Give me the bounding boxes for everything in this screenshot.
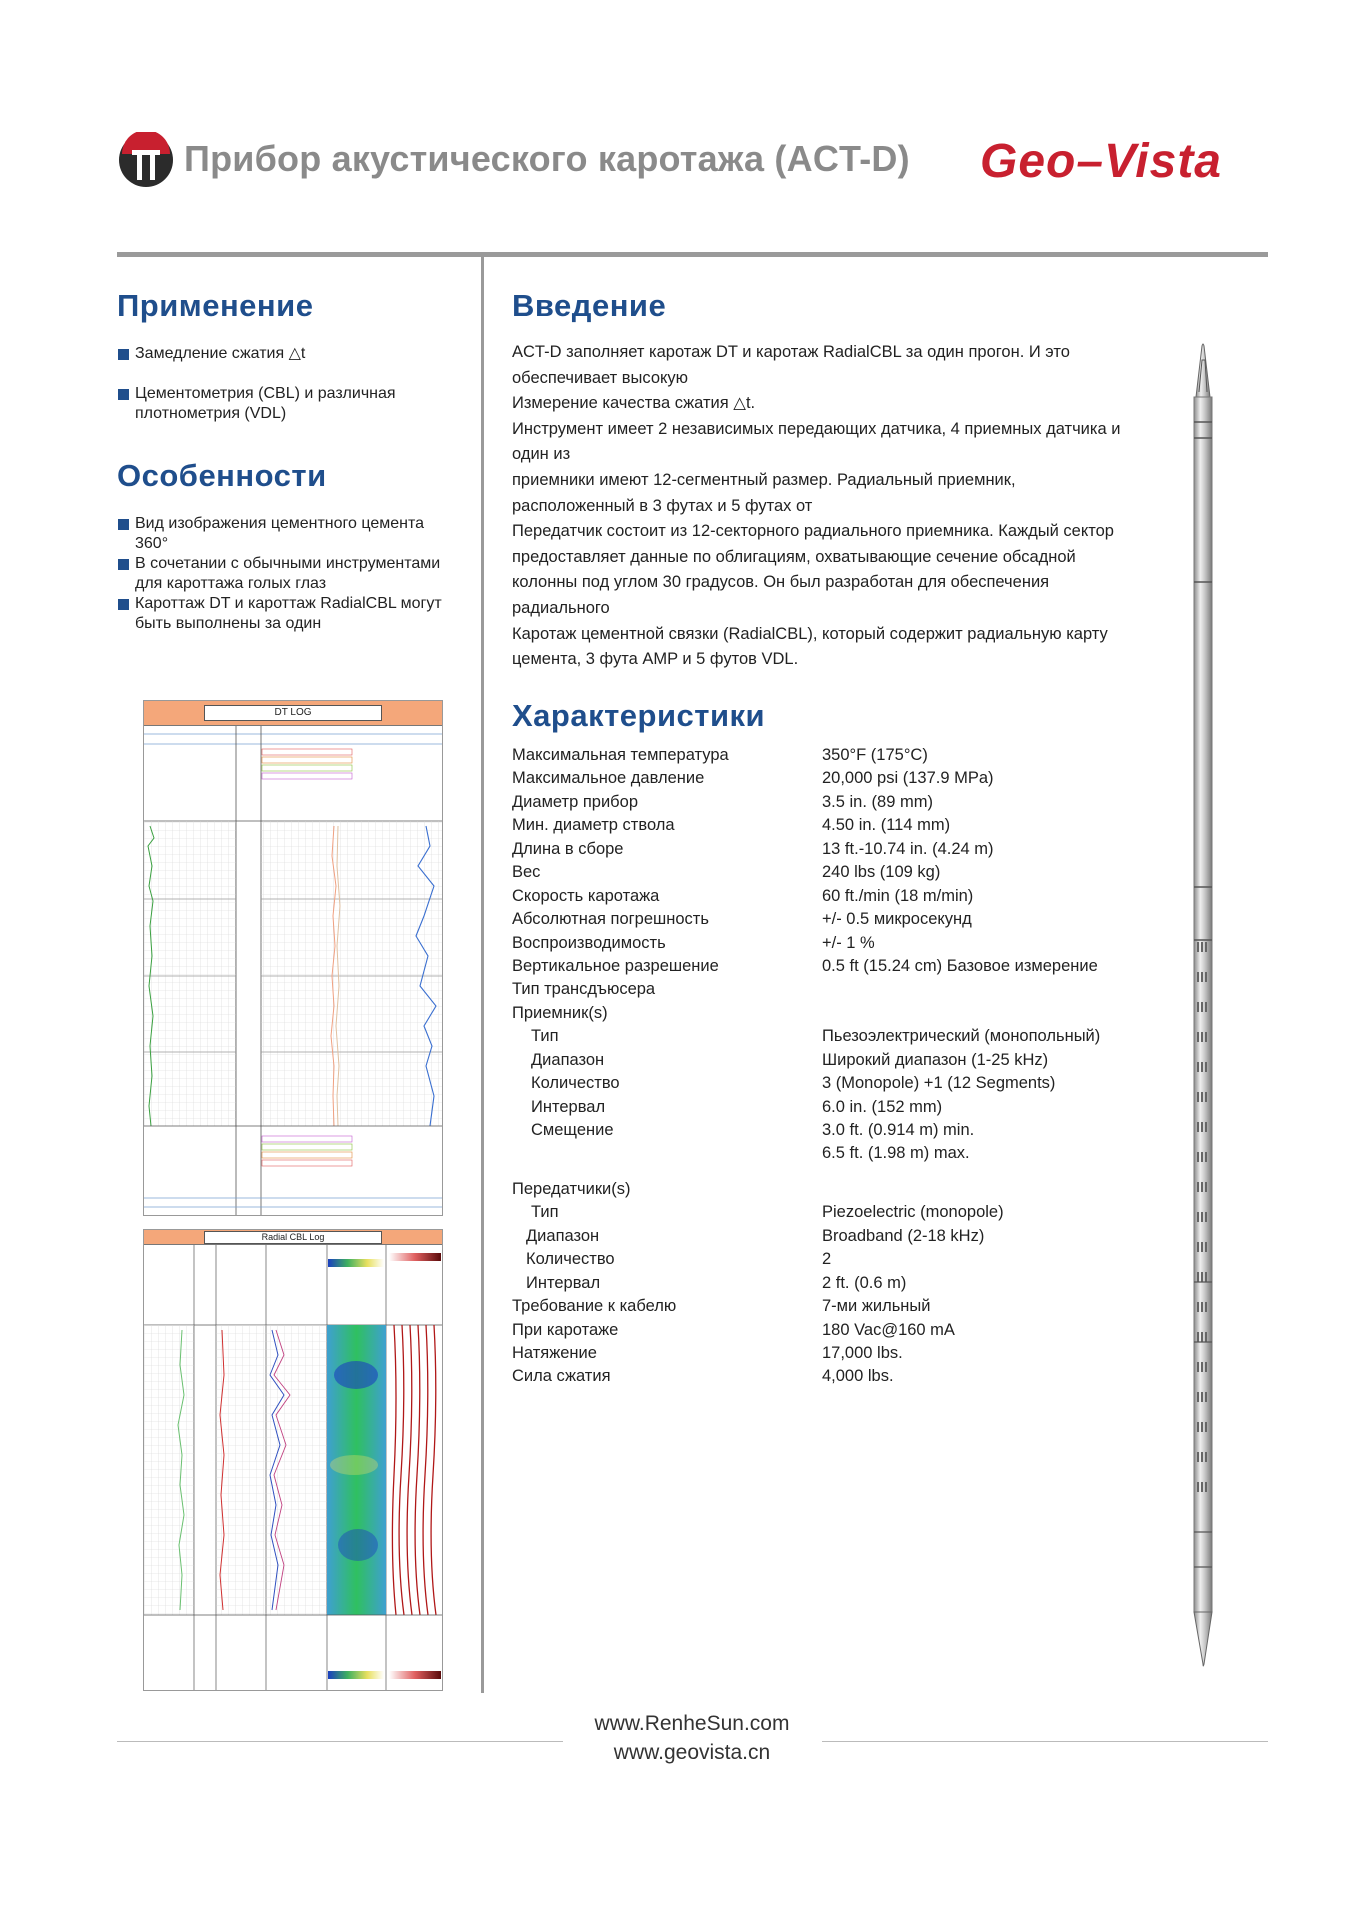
- spec-label: Количество: [526, 1250, 615, 1269]
- spec-label: Диапазон: [526, 1226, 600, 1245]
- spec-row: [512, 957, 1152, 980]
- footer-url-renhesun[interactable]: www.RenheSun.com: [594, 1712, 790, 1735]
- spec-value: Piezoelectric (monopole): [822, 1203, 1004, 1222]
- spec-value: Broadband (2-18 kHz): [822, 1226, 985, 1245]
- spec-value: 2 ft. (0.6 m): [822, 1273, 907, 1292]
- spec-row: [512, 1274, 1152, 1297]
- radial-cbl-log-chart: [144, 1245, 442, 1690]
- spec-label: Абсолютная погрешность: [512, 910, 709, 929]
- spec-value: 4,000 lbs.: [822, 1367, 894, 1386]
- paragraph-line: Каротаж цементной связки (RadialCBL), который содержит радиальную карту: [512, 624, 1108, 643]
- document-title: Прибор акустического каротажа (ACT-D): [184, 138, 910, 179]
- spec-value: 2: [822, 1250, 832, 1269]
- footer-divider-right: [822, 1741, 1268, 1742]
- introduction-heading: Введение: [512, 288, 667, 323]
- spec-label: Скорость каротажа: [512, 886, 660, 905]
- spec-label: Интервал: [526, 1273, 601, 1292]
- spec-value: 17,000 lbs.: [822, 1343, 903, 1362]
- spec-row: [512, 793, 1152, 816]
- spec-value: 3 (Monopole) +1 (12 Segments): [822, 1074, 1056, 1093]
- features-list: [118, 514, 453, 634]
- paragraph-line: цемента, 3 фута AMP и 5 футов VDL.: [512, 650, 799, 669]
- spec-row: [512, 746, 1152, 769]
- spec-row: [512, 1121, 1152, 1144]
- application-heading: Применение: [117, 288, 314, 323]
- spec-label: Требование к кабелю: [512, 1297, 677, 1316]
- specifications-table: [512, 746, 1152, 1391]
- spec-row: [512, 1250, 1152, 1273]
- act-d-tool-illustration: [1182, 342, 1224, 1672]
- paragraph-line: ACT-D заполняет каротаж DT и каротаж RadialCBL за один прогон. И это: [512, 343, 1070, 361]
- spec-value: 3.0 ft. (0.914 m) min.: [822, 1121, 975, 1139]
- spec-label: Тип: [531, 1203, 559, 1222]
- spec-row: [512, 910, 1152, 933]
- spec-row: [512, 1180, 1152, 1203]
- list-item: Кароттаж DT и кароттаж RadialCBL могут быть выполнены за один: [118, 594, 453, 634]
- spec-value: 20,000 psi (137.9 MPa): [822, 769, 994, 788]
- spec-value: 3.5 in. (89 mm): [822, 792, 933, 811]
- spec-value: 4.50 in. (114 mm): [822, 816, 951, 835]
- paragraph-line: обеспечивает высокую: [512, 368, 689, 387]
- paragraph-line: Инструмент имеет 2 независимых передающих датчика, 4 приемных датчика и: [512, 419, 1121, 438]
- spec-row: [512, 769, 1152, 792]
- introduction-text: [512, 340, 1152, 673]
- spec-label: Диаметр прибор: [512, 792, 638, 811]
- spec-value: 6.0 in. (152 mm): [822, 1097, 943, 1116]
- spec-value: 180 Vac@160 mA: [822, 1320, 955, 1339]
- log-title: Radial CBL Log: [204, 1231, 382, 1244]
- spec-label: Вертикальное разрешение: [512, 956, 719, 975]
- spec-label: Тип: [531, 1027, 559, 1046]
- spec-label: Мин. диаметр ствола: [512, 816, 675, 835]
- spec-label: Вес: [512, 863, 541, 882]
- spec-row: [512, 816, 1152, 839]
- paragraph-line: радиального: [512, 598, 610, 617]
- list-item: Цементометрия (CBL) и различная плотнометрия (VDL): [118, 384, 458, 424]
- spec-row: [512, 980, 1152, 1003]
- spec-row: [512, 1297, 1152, 1320]
- specifications-heading: Характеристики: [512, 698, 766, 733]
- footer-divider-left: [117, 1741, 563, 1742]
- spec-label: Интервал: [531, 1097, 606, 1116]
- header-divider: [117, 252, 1268, 257]
- spec-value: 0.5 ft (15.24 cm) Базовое измерение: [822, 956, 1098, 975]
- spec-value: 60 ft./min (18 m/min): [822, 886, 974, 905]
- spec-value: 13 ft.-10.74 in. (4.24 m): [822, 839, 994, 858]
- spec-value: 240 lbs (109 kg): [822, 863, 941, 882]
- spec-label: Передатчики(s): [512, 1179, 631, 1198]
- spec-value: 7-ми жильный: [822, 1297, 931, 1316]
- column-divider: [481, 257, 484, 1693]
- list-item: В сочетании с обычными инструментами для кароттажа голых глаз: [118, 554, 453, 594]
- spec-row: [512, 934, 1152, 957]
- spec-value: Пьезоэлектрический (монопольный): [822, 1027, 1101, 1046]
- spec-row: [512, 1098, 1152, 1121]
- spec-value: Широкий диапазон (1-25 kHz): [822, 1050, 1049, 1069]
- spec-row: [512, 1027, 1152, 1050]
- spec-value: +/- 0.5 микросекунд: [822, 910, 972, 929]
- spec-value: +/- 1 %: [822, 933, 875, 952]
- spec-row: [512, 887, 1152, 910]
- spec-value: 6.5 ft. (1.98 m) max.: [822, 1144, 970, 1163]
- geo-vista-brand-logo: Geo–Vista: [980, 135, 1222, 188]
- footer-url-geovista[interactable]: www.geovista.cn: [613, 1741, 771, 1764]
- paragraph-line: Передатчик состоит из 12-секторного радиального приемника. Каждый сектор: [512, 522, 1114, 541]
- spec-label: При каротаже: [512, 1320, 619, 1339]
- log-header: [144, 701, 442, 726]
- application-list: [118, 344, 458, 424]
- list-item: Вид изображения цементного цемента 360°: [118, 514, 453, 554]
- paragraph-line: Измерение качества сжатия △t.: [512, 394, 756, 413]
- spec-label: Длина в сборе: [512, 839, 624, 858]
- spec-row: [512, 1227, 1152, 1250]
- spec-row: [512, 1004, 1152, 1027]
- dt-log-chart: [144, 726, 442, 1215]
- log-title: DT LOG: [204, 705, 382, 721]
- dt-log-panel: [143, 700, 443, 1216]
- spec-row: [512, 1203, 1152, 1226]
- paragraph-line: расположенный в 3 футах и 5 футах от: [512, 496, 813, 515]
- spec-row: [512, 1344, 1152, 1367]
- spec-row: [512, 1367, 1152, 1390]
- spec-row: [512, 1321, 1152, 1344]
- spec-row: [512, 1074, 1152, 1097]
- radial-cbl-log-panel: [143, 1229, 443, 1691]
- spec-label: Максимальная температура: [512, 746, 729, 764]
- paragraph-line: один из: [512, 445, 571, 464]
- spacer: [512, 1168, 1152, 1180]
- log-header: [144, 1230, 442, 1245]
- renhesun-logo-icon: [118, 132, 174, 188]
- spec-label: Смещение: [531, 1121, 614, 1139]
- spec-row: [512, 840, 1152, 863]
- spec-label: Диапазон: [531, 1050, 605, 1069]
- spec-label: Максимальное давление: [512, 769, 705, 788]
- spec-label: Натяжение: [512, 1343, 597, 1362]
- spec-value: 350°F (175°C): [822, 746, 928, 764]
- features-heading: Особенности: [117, 458, 327, 493]
- spec-row: [512, 863, 1152, 886]
- spec-label: Сила сжатия: [512, 1367, 611, 1386]
- spec-row: [512, 1051, 1152, 1074]
- spec-label: Воспроизводимость: [512, 933, 666, 952]
- spec-label: Приемник(s): [512, 1003, 608, 1022]
- spec-label: Количество: [531, 1074, 620, 1093]
- list-item: Замедление сжатия △t: [118, 344, 458, 364]
- paragraph-line: приемники имеют 12-сегментный размер. Радиальный приемник,: [512, 470, 1016, 489]
- spec-label: Тип трансдъюсера: [512, 980, 656, 999]
- paragraph-line: колонны под углом 30 градусов. Он был разработан для обеспечения: [512, 573, 1050, 592]
- spec-row: [512, 1144, 1152, 1167]
- paragraph-line: предоставляет данные по облигациям, охватывающие сечение обсадной: [512, 547, 1076, 566]
